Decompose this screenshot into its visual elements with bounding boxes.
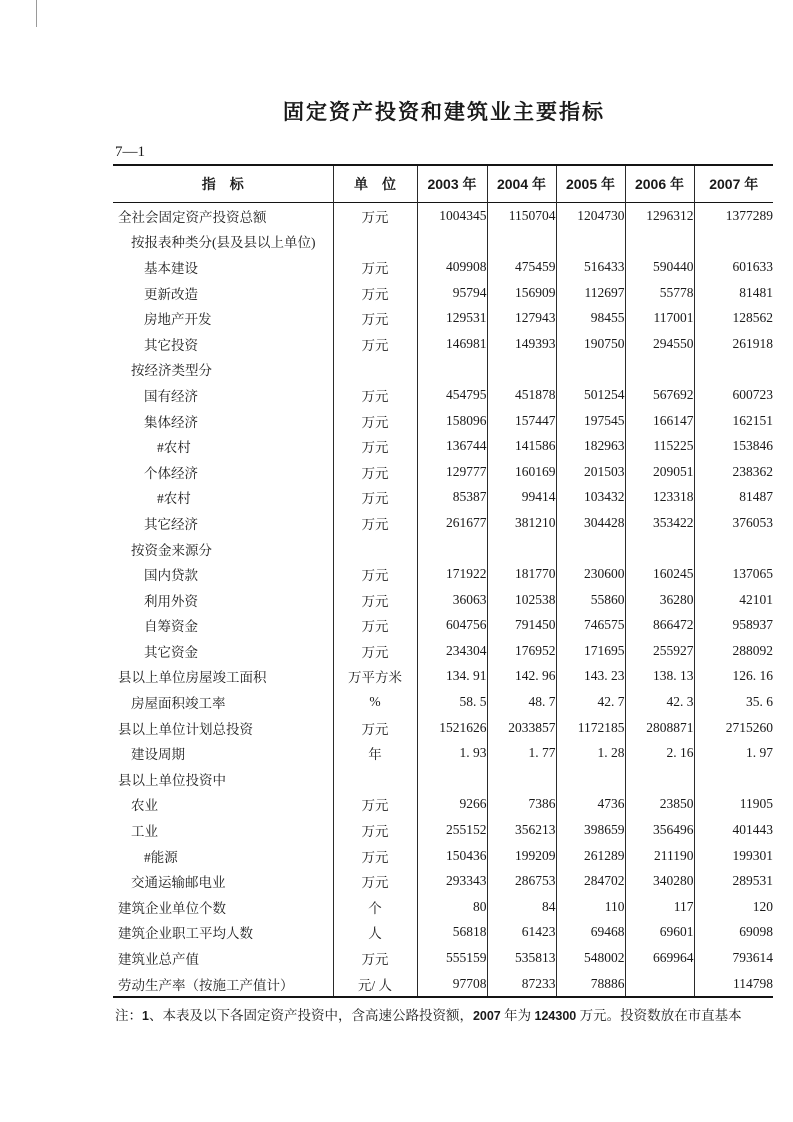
row-label: 劳动生产率（按施工产值计） [118,977,294,993]
table-row [113,894,773,920]
row-value: 255152 [417,817,487,843]
row-value: 35. 6 [694,689,773,715]
row-unit: 万元 [333,408,417,434]
row-unit: 万元 [333,638,417,664]
column-header-2004: 2004 年 [487,165,556,203]
row-value: 120 [694,894,773,920]
row-label: 其它经济 [144,516,198,532]
row-value: 110 [556,894,625,920]
row-unit: 万元 [333,945,417,971]
row-value: 102538 [487,587,556,613]
row-label: 集体经济 [144,414,198,430]
row-unit: % [333,689,417,715]
row-value: 501254 [556,382,625,408]
row-value: 261677 [417,510,487,536]
row-value: 793614 [694,945,773,971]
row-label: 房屋面积竣工率 [131,696,226,712]
row-value: 61423 [487,920,556,946]
row-label: #能源 [144,849,178,865]
row-label: 建筑业总产值 [118,952,199,968]
row-value [417,536,487,562]
row-value: 117001 [625,305,694,331]
table-row [113,740,773,766]
row-value: 171695 [556,638,625,664]
row-value: 126. 16 [694,664,773,690]
table-row [113,331,773,357]
table-row [113,689,773,715]
row-value [625,766,694,792]
footnote-year: 2007 [472,1009,501,1024]
row-value: 69098 [694,920,773,946]
row-unit [333,536,417,562]
table-row [113,485,773,511]
row-value: 1004345 [417,203,487,229]
row-value: 190750 [556,331,625,357]
row-value: 669964 [625,945,694,971]
row-label: 个体经济 [144,465,198,481]
row-value: 746575 [556,613,625,639]
row-value: 567692 [625,382,694,408]
row-label: 国内贷款 [144,568,198,584]
row-value: 129531 [417,305,487,331]
row-value: 84 [487,894,556,920]
row-value: 261289 [556,843,625,869]
table-row [113,587,773,613]
row-value: 1204730 [556,203,625,229]
row-value: 176952 [487,638,556,664]
row-value: 87233 [487,971,556,998]
row-value: 199301 [694,843,773,869]
row-value: 409908 [417,254,487,280]
row-value [694,536,773,562]
row-label: 交通运输邮电业 [131,875,226,891]
page-edge-mark [36,0,37,27]
row-unit: 元/ 人 [333,971,417,998]
row-value [417,766,487,792]
row-value: 115225 [625,433,694,459]
row-value [694,766,773,792]
row-value: 69601 [625,920,694,946]
row-value: 81487 [694,485,773,511]
row-value: 138. 13 [625,664,694,690]
row-value: 103432 [556,485,625,511]
row-value: 590440 [625,254,694,280]
row-value: 1. 28 [556,740,625,766]
row-value [487,229,556,255]
row-value: 238362 [694,459,773,485]
footnote-text: 年为 [500,1008,535,1024]
row-label: 建筑企业单位个数 [118,900,226,916]
row-value: 81481 [694,280,773,306]
table-row [113,843,773,869]
row-unit: 万元 [333,613,417,639]
table-row [113,459,773,485]
row-value: 1. 77 [487,740,556,766]
row-value: 294550 [625,331,694,357]
row-label: 房地产开发 [144,312,212,328]
row-value: 454795 [417,382,487,408]
table-row [113,280,773,306]
row-unit [333,229,417,255]
table-row [113,254,773,280]
table-row [113,638,773,664]
row-unit: 万平方米 [333,664,417,690]
table-row [113,664,773,690]
table-row [113,561,773,587]
row-value: 36063 [417,587,487,613]
row-value: 255927 [625,638,694,664]
row-value: 134. 91 [417,664,487,690]
row-value: 146981 [417,331,487,357]
row-value: 199209 [487,843,556,869]
row-value: 99414 [487,485,556,511]
row-value: 604756 [417,613,487,639]
footnote-number: 1 [142,1009,149,1024]
row-label: #农村 [157,491,191,507]
row-unit: 万元 [333,305,417,331]
row-label: 其它投资 [144,337,198,353]
row-value: 95794 [417,280,487,306]
row-label: 建设周期 [131,747,185,763]
row-value: 293343 [417,868,487,894]
row-value: 451878 [487,382,556,408]
row-label: 按资金来源分 [131,542,212,558]
row-value: 2808871 [625,715,694,741]
row-value: 340280 [625,868,694,894]
row-label: 农业 [131,798,158,814]
row-label: 县以上单位房屋竣工面积 [118,670,267,686]
row-value: 9266 [417,792,487,818]
row-value: 2033857 [487,715,556,741]
column-header-2003: 2003 年 [417,165,487,203]
row-value: 1. 93 [417,740,487,766]
row-value: 548002 [556,945,625,971]
row-value: 42101 [694,587,773,613]
table-row [113,510,773,536]
table-row [113,920,773,946]
table-row [113,792,773,818]
row-value: 158096 [417,408,487,434]
row-value: 401443 [694,817,773,843]
row-unit: 万元 [333,203,417,229]
table-number: 7—1 [115,144,145,160]
row-label: #农村 [157,440,191,456]
row-value: 1. 97 [694,740,773,766]
row-label: 建筑企业职工平均人数 [118,926,253,942]
row-value: 289531 [694,868,773,894]
row-label: 工业 [131,824,158,840]
row-value: 958937 [694,613,773,639]
row-value: 398659 [556,817,625,843]
row-value: 171922 [417,561,487,587]
table-row [113,408,773,434]
row-value: 85387 [417,485,487,511]
row-value: 209051 [625,459,694,485]
row-unit: 年 [333,740,417,766]
row-value: 4736 [556,792,625,818]
row-value: 141586 [487,433,556,459]
row-value: 129777 [417,459,487,485]
row-value: 234304 [417,638,487,664]
column-header-2006: 2006 年 [625,165,694,203]
row-value: 160169 [487,459,556,485]
row-unit: 万元 [333,561,417,587]
row-unit: 万元 [333,433,417,459]
row-value: 2715260 [694,715,773,741]
row-value: 98455 [556,305,625,331]
row-label: 基本建设 [144,260,198,276]
row-value: 55778 [625,280,694,306]
row-value: 230600 [556,561,625,587]
row-value: 127943 [487,305,556,331]
row-value: 36280 [625,587,694,613]
row-value [625,357,694,383]
footnote-amount: 124300 [534,1009,577,1024]
row-value [694,357,773,383]
table-row [113,971,773,998]
row-value [417,229,487,255]
row-label: 县以上单位投资中 [118,772,226,788]
row-value: 117 [625,894,694,920]
row-value [417,357,487,383]
row-value: 48. 7 [487,689,556,715]
row-value [487,536,556,562]
row-value: 2. 16 [625,740,694,766]
row-value: 1172185 [556,715,625,741]
row-value: 23850 [625,792,694,818]
row-value: 261918 [694,331,773,357]
row-value: 381210 [487,510,556,536]
row-value: 42. 3 [625,689,694,715]
row-unit: 万元 [333,459,417,485]
row-label: 自筹资金 [144,619,198,635]
row-unit: 万元 [333,280,417,306]
row-value: 304428 [556,510,625,536]
row-value: 56818 [417,920,487,946]
row-value: 356496 [625,817,694,843]
row-unit [333,766,417,792]
row-value: 69468 [556,920,625,946]
row-value: 160245 [625,561,694,587]
row-value: 181770 [487,561,556,587]
row-value: 600723 [694,382,773,408]
row-value: 149393 [487,331,556,357]
row-value: 137065 [694,561,773,587]
row-label: 按报表种类分(县及县以上单位) [131,235,316,251]
row-value: 42. 7 [556,689,625,715]
row-value: 288092 [694,638,773,664]
row-value: 123318 [625,485,694,511]
row-value: 201503 [556,459,625,485]
row-value: 153846 [694,433,773,459]
row-value: 156909 [487,280,556,306]
column-header-2005: 2005 年 [556,165,625,203]
row-value [694,229,773,255]
row-value: 1150704 [487,203,556,229]
row-value: 7386 [487,792,556,818]
table-row [113,613,773,639]
row-label: 按经济类型分 [131,363,212,379]
row-value: 516433 [556,254,625,280]
row-value [487,357,556,383]
row-value [556,357,625,383]
row-unit: 个 [333,894,417,920]
row-unit: 万元 [333,331,417,357]
column-header-2007: 2007 年 [694,165,773,203]
row-value [625,971,694,998]
row-value: 143. 23 [556,664,625,690]
row-value: 78886 [556,971,625,998]
row-value: 112697 [556,280,625,306]
row-unit: 万元 [333,868,417,894]
row-unit: 万元 [333,792,417,818]
statistics-table [113,164,773,998]
row-unit: 万元 [333,382,417,408]
table-row [113,305,773,331]
table-row [113,229,773,255]
table-row [113,868,773,894]
page-title: 固定资产投资和建筑业主要指标 [283,101,605,124]
table-row [113,715,773,741]
row-unit: 万元 [333,587,417,613]
table-row [113,945,773,971]
row-value: 475459 [487,254,556,280]
row-value: 97708 [417,971,487,998]
row-value: 1296312 [625,203,694,229]
row-unit: 万元 [333,715,417,741]
row-unit: 万元 [333,817,417,843]
row-unit: 万元 [333,843,417,869]
row-value: 150436 [417,843,487,869]
row-value: 11905 [694,792,773,818]
row-value: 128562 [694,305,773,331]
row-value [556,766,625,792]
row-value: 284702 [556,868,625,894]
row-value: 353422 [625,510,694,536]
row-unit: 万元 [333,485,417,511]
row-value [487,766,556,792]
row-unit [333,357,417,383]
row-value: 211190 [625,843,694,869]
row-unit: 万元 [333,510,417,536]
table-row [113,433,773,459]
row-value: 555159 [417,945,487,971]
column-header-indicator: 指 标 [201,176,244,192]
row-label: 全社会固定资产投资总额 [118,209,267,225]
row-value: 1521626 [417,715,487,741]
table-row [113,357,773,383]
row-value: 136744 [417,433,487,459]
row-value: 1377289 [694,203,773,229]
row-label: 县以上单位计划总投资 [118,721,253,737]
row-value: 182963 [556,433,625,459]
row-label: 国有经济 [144,388,198,404]
row-value: 80 [417,894,487,920]
row-value [556,229,625,255]
row-value: 286753 [487,868,556,894]
row-value: 376053 [694,510,773,536]
table-row [113,382,773,408]
row-value: 535813 [487,945,556,971]
row-value: 356213 [487,817,556,843]
footnote [113,1007,775,1025]
row-value: 197545 [556,408,625,434]
row-unit: 万元 [333,254,417,280]
footnote-text: 万元。投资数放在市直基本 [576,1008,742,1024]
row-value: 601633 [694,254,773,280]
row-value: 162151 [694,408,773,434]
column-header-unit: 单 位 [333,165,417,203]
row-label: 利用外资 [144,593,198,609]
row-value [625,536,694,562]
table-row [113,203,773,229]
row-label: 其它资金 [144,644,198,660]
row-value: 791450 [487,613,556,639]
row-value: 55860 [556,587,625,613]
table-row [113,817,773,843]
footnote-text: 、本表及以下各固定资产投资中，含高速公路投资额， [148,1008,473,1024]
table-row [113,766,773,792]
row-value: 142. 96 [487,664,556,690]
footnote-prefix: 注： [115,1008,142,1024]
row-value: 166147 [625,408,694,434]
row-value: 157447 [487,408,556,434]
table-row [113,536,773,562]
row-value [625,229,694,255]
row-unit: 人 [333,920,417,946]
page-content [113,0,775,1025]
row-label: 更新改造 [144,286,198,302]
table-header-row [113,165,773,203]
row-value: 58. 5 [417,689,487,715]
row-value [556,536,625,562]
row-value: 114798 [694,971,773,998]
row-value: 866472 [625,613,694,639]
table-header [113,165,773,203]
table-body [113,203,773,998]
